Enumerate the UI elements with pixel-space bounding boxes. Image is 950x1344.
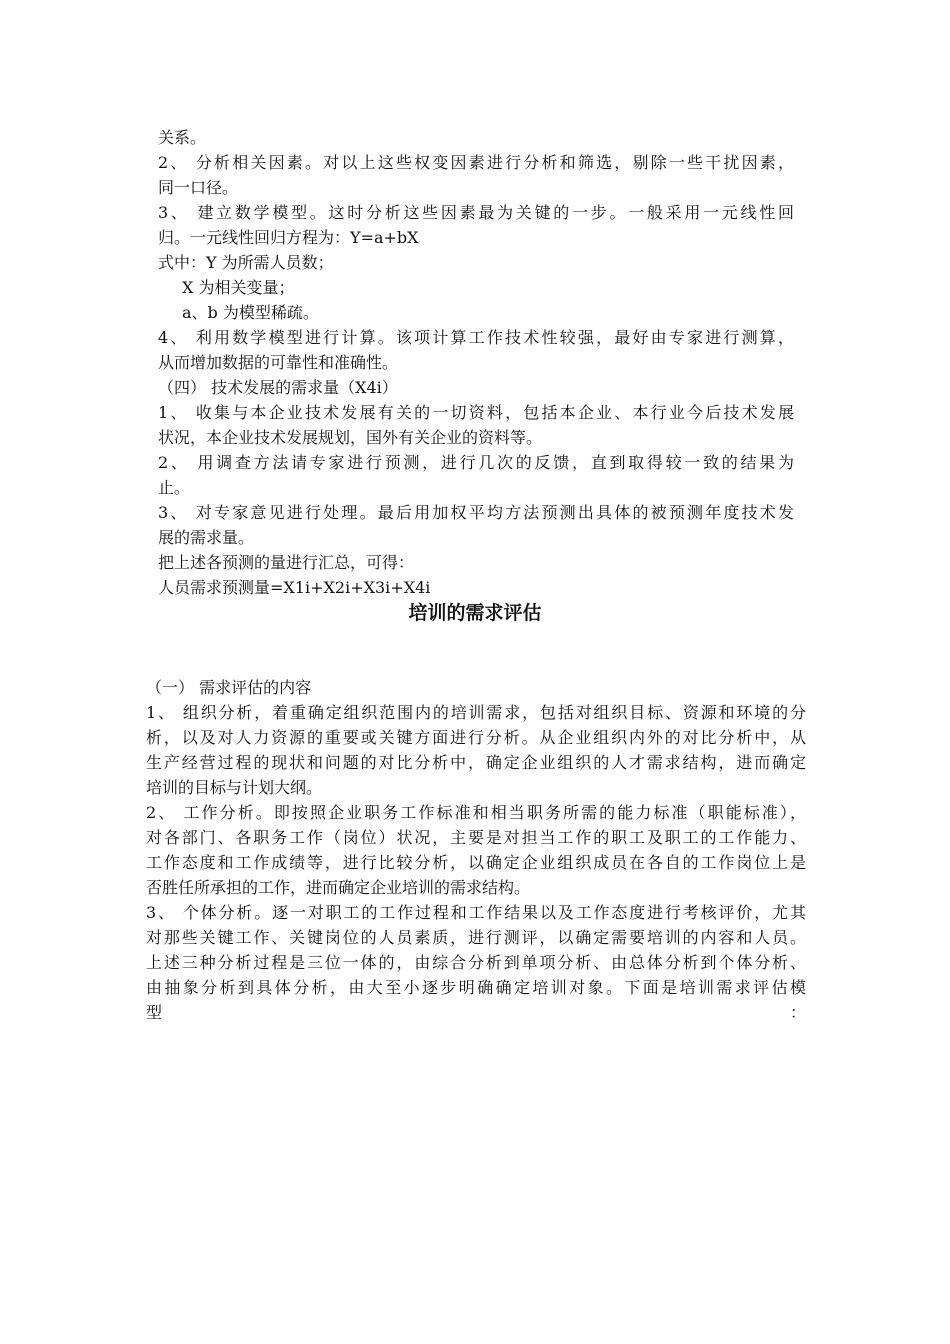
formula-line: 人员需求预测量=X1i+X2i+X3i+X4i bbox=[158, 578, 431, 597]
text-line: 状况，本企业技术发展规划，国外有关企业的资料等。 bbox=[158, 428, 543, 447]
text-line: 工作态度和工作成绩等，进行比较分析，以确定企业组织成员在各自的工作岗位上是 bbox=[146, 853, 806, 872]
text-line: a、b 为模型稀疏。 bbox=[182, 303, 319, 322]
text-line: 生产经营过程的现状和问题的对比分析中，确定企业组织的人才需求结构，进而确定 bbox=[146, 753, 806, 772]
text-line: 4、 利用数学模型进行计算。该项计算工作技术性较强，最好由专家进行测算， bbox=[158, 328, 794, 347]
text-line: 归。一元线性回归方程为：Y=a+bX bbox=[158, 228, 419, 247]
text-line: 2、 工作分析。即按照企业职务工作标准和相当职务所需的能力标准（职能标准）， bbox=[146, 803, 806, 822]
text-line: 3、 建立数学模型。这时分析这些因素最为关键的一步。一般采用一元线性回 bbox=[158, 203, 794, 222]
text-line: 型 bbox=[146, 1003, 163, 1022]
text-line: 同一口径。 bbox=[158, 178, 239, 197]
text-line: 止。 bbox=[158, 478, 191, 497]
trailing-colon: ： bbox=[790, 1003, 807, 1022]
text-line: 关系。 bbox=[158, 128, 207, 147]
text-line: 对各部门、各职务工作（岗位）状况，主要是对担当工作的职工及职工的工作能力、 bbox=[146, 828, 806, 847]
section-subheading: （一） 需求评估的内容 bbox=[146, 678, 312, 697]
text-line: 上述三种分析过程是三位一体的，由综合分析到单项分析、由总体分析到个体分析、 bbox=[146, 953, 806, 972]
text-line: 3、 个体分析。逐一对职工的工作过程和工作结果以及工作态度进行考核评价，尤其 bbox=[146, 903, 806, 922]
section-subheading: （四） 技术发展的需求量（X4i） bbox=[158, 378, 398, 397]
text-line: 把上述各预测的量进行汇总，可得： bbox=[158, 553, 415, 572]
text-line: 从而增加数据的可靠性和准确性。 bbox=[158, 353, 399, 372]
text-line: 析，以及对人力资源的重要或关键方面进行分析。从企业组织内外的对比分析中，从 bbox=[146, 728, 806, 747]
text-line: 1、 收集与本企业技术发展有关的一切资料，包括本企业、本行业今后技术发展 bbox=[158, 403, 794, 422]
text-line: 否胜任所承担的工作，进而确定企业培训的需求结构。 bbox=[146, 878, 531, 897]
text-line: 由抽象分析到具体分析，由大至小逐步明确确定培训对象。下面是培训需求评估模 bbox=[146, 978, 806, 997]
text-line: 2、 用调查方法请专家进行预测，进行几次的反馈，直到取得较一致的结果为 bbox=[158, 453, 794, 472]
text-line: 对那些关键工作、关键岗位的人员素质，进行测评，以确定需要培训的内容和人员。 bbox=[146, 928, 806, 947]
text-line: 培训的目标与计划大纲。 bbox=[146, 778, 323, 797]
text-line: 式中：Y 为所需人员数； bbox=[158, 253, 334, 272]
section-title: 培训的需求评估 bbox=[408, 602, 542, 624]
text-line: 展的需求量。 bbox=[158, 528, 255, 547]
text-line: 2、 分析相关因素。对以上这些权变因素进行分析和筛选，剔除一些干扰因素， bbox=[158, 153, 794, 172]
text-line: X 为相关变量； bbox=[182, 278, 295, 297]
text-line: 1、 组织分析，着重确定组织范围内的培训需求，包括对组织目标、资源和环境的分 bbox=[146, 703, 806, 722]
text-line: 3、 对专家意见进行处理。最后用加权平均方法预测出具体的被预测年度技术发 bbox=[158, 503, 794, 522]
